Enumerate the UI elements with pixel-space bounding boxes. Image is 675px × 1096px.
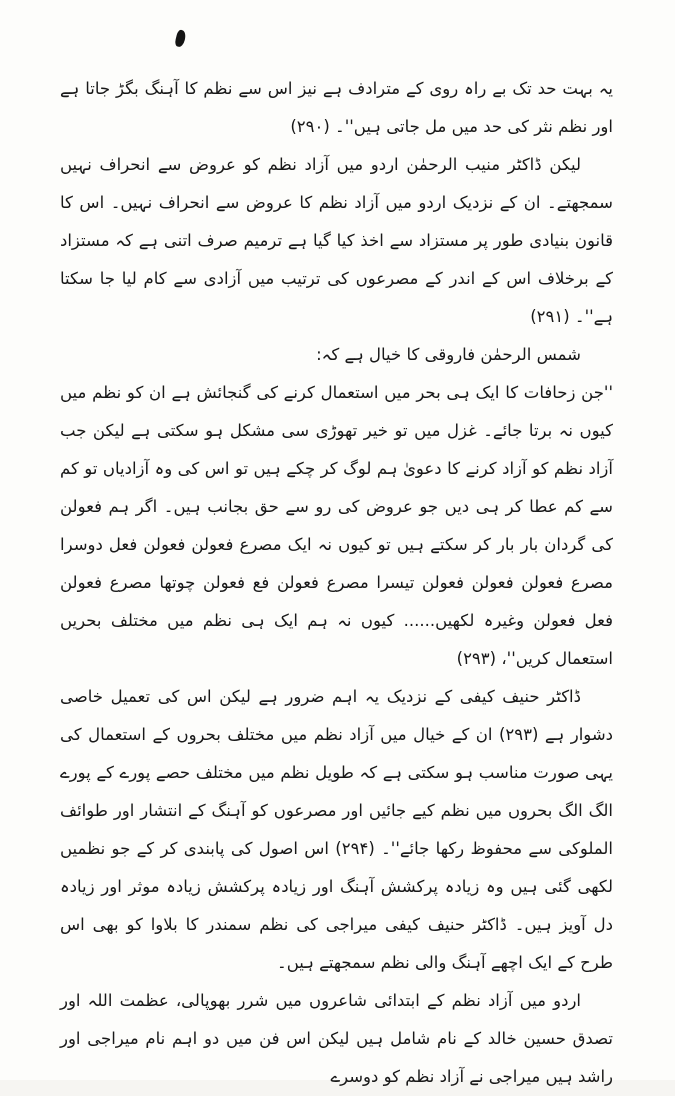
paragraph-muneeb-ur-rahman: لیکن ڈاکٹر منیب الرحمٰن اردو میں آزاد نظم کو عروض سے انحراف نہیں سمجھتے۔ ان کے نزدیک اردو میں آزاد نظم کا عروض سے انحراف نہیں۔ اس کا قانون بنیادی طور پر مستزاد سے اخذ کیا گیا ہے ترمیم صرف اتنی ہے کہ مستزاد کے برخلاف اس کے اندر کے مصرعوں کی ترتیب میں آزادی سے کام لیا جا سکتا ہے''۔ (۲۹۱) — [60, 155, 613, 326]
paragraph-hanif-kaifi: ڈاکٹر حنیف کیفی کے نزدیک یہ اہم ضرور ہے لیکن اس کی تعمیل خاصی دشوار ہے (۲۹۳) ان کے خیال میں آزاد نظم میں مختلف بحروں کے استعمال کی یہی صورت مناسب ہو سکتی ہے کہ طویل نظم میں مختلف حصے پورے کے پورے الگ الگ بحروں میں نظم کیے جائیں اور مصرعوں کو آہنگ کے انتشار اور طوائف الملوکی سے محفوظ رکھا جائے''۔ (۲۹۴) اس اصول کی پابندی کر کے جو نظمیں لکھی گئی ہیں وہ زیادہ پرکشش آہنگ اور زیادہ پرکشش زیادہ موثر اور زیادہ دل آویز ہیں۔ ڈاکٹر حنیف کیفی میراجی کی نظم سمندر کا بلاوا کو بھی اس طرح کے ایک اچھے آہنگ والی نظم سمجھتے ہیں۔ — [60, 687, 614, 972]
paragraph-continuation: یہ بہت حد تک بے راہ روی کے مترادف ہے نیز اس سے نظم کا آہنگ بگڑ جاتا ہے اور نظم نثر کی حد میں مل جاتی ہیں''۔ (۲۹۰) — [60, 79, 613, 136]
quotation-paragraph: ''جن زحافات کا ایک ہی بحر میں استعمال کرنے کی گنجائش ہے ان کو نظم میں کیوں نہ برتا جائے۔ غزل میں تو خیر تھوڑی سی مشکل ہو سکتی ہے لیکن جب آزاد نظم کو آزاد کرنے کا دعویٰ ہم لوگ کر چکے ہیں تو اس کی وہ آزادیاں تو کم سے کم عطا کر ہی دیں جو عروض کی رو سے حق بجانب ہیں۔ اگر ہم فعولن کی گردان بار بار کر سکتے ہیں تو کیوں نہ ایک مصرع فعولن فعولن فعل دوسرا مصرع فعولن فعولن فعولن تیسرا مصرع فعولن فع فعولن چوتھا مصرع فعولن فعل فعولن وغیرہ لکھیں...... کیوں نہ ہم ایک ہی نظم میں مختلف بحریں استعمال کریں''، (۲۹۳) — [60, 383, 613, 668]
urdu-body-text — [60, 70, 613, 1096]
paragraph-early-free-verse-poets: اردو میں آزاد نظم کے ابتدائی شاعروں میں شرر بھوپالی، عظمت اللہ اور تصدق حسین خالد کے نام شامل ہیں لیکن اس فن میں دو اہم نام میراجی اور راشد ہیں میراجی نے آزاد نظم کو دوسرے — [60, 991, 613, 1086]
ink-smudge-artifact — [174, 29, 187, 48]
attribution-shams-ur-rahman-farooqi: شمس الرحمٰن فاروقی کا خیال ہے کہ: — [316, 345, 581, 364]
